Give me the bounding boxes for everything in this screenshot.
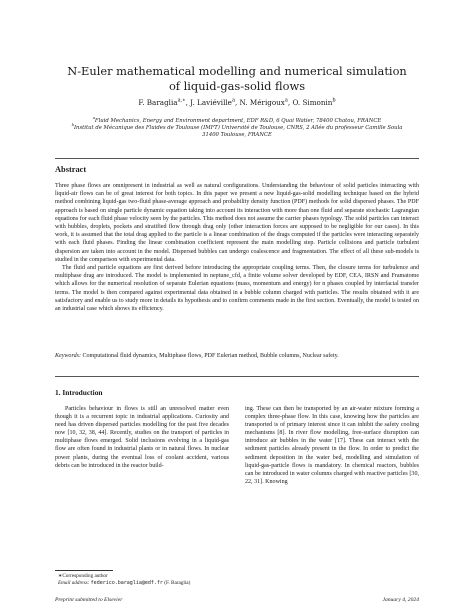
abstract-body <box>55 182 419 313</box>
keywords <box>55 352 419 360</box>
author-list <box>0 98 474 108</box>
author-3-mark: a <box>284 97 288 104</box>
author-2-mark: a <box>231 97 235 104</box>
intro-right-column: ing. These can then be transported by an air-water mixture forming a complex three-phase flow. In this case, knowing how the particles are transported is of primary interest since it can inhibit the safety cooling mechanisms [8]. In river flow modelling, free-surface disruption can introduce air bubbles in the water [17]. These can interact with the sediment particles already present in the flow. In order to predict the sediment deposition in the water bed, modelling and simulation of liquid-gas-particle flows is mandatory. In chemical reactors, bubbles can be introduced in water columns charged with reactive particles [30, 22, 31]. Knowing <box>245 406 419 485</box>
footnote-rule <box>55 570 113 571</box>
keywords-label: Keywords: <box>55 353 81 359</box>
footer-date: January 4, 2024 <box>382 597 419 603</box>
abstract-paragraph-1: Three phase flows are omnipresent in industrial as well as natural configurations. Understanding the behaviour of solid particles interacting with liquid-air flows can be of great interest for both topics. In this paper we present a new liquid-gas-solid modelling technique based on the hybrid method combining liquid-gas two-fluid phase-average approach and probability density function (PDF) methods for solid dispersed phases. The PDF approach is based on single particle dynamic equation taking into account its interaction with more than one fluid and separate stochastic Lagrangian equations for each fluid phase velocity seen by the particles. This method does not assume the carrier phases typology. The solid particles can interact with bubbles, droplets, pockets and stratified flow through drag only (other interaction forces are supposed to be negligible for our cases). In this work, it is assumed that the total drag applied to the particle is a linear combination of the drags computed if the particles were interacting separately with each fluid phases. Finding the linear combination coefficient represent the main modelling step. Particle collisions and particle turbulent dispersion are taken into account in the model. Dispersed bubbles can undergo coalescence and fragmentation. The effect of all these sub-models is studied in the comparison with experimental data. <box>55 183 419 263</box>
abstract-bottom-rule <box>55 376 419 377</box>
email-owner: (F. Baraglia) <box>164 580 191 586</box>
abstract-heading: Abstract <box>55 165 87 174</box>
footnotes <box>58 573 308 587</box>
intro-left-column: Particles behaviour in flows is still an unresolved matter even though it is a recurrent topic in industrial applications. Curiosity and need has driven dispersed particles modelling for the past five decades now [10, 32, 38, 44]. Recently, studies on the transport of particles in multiphase flows emerged. Solid inclusions evolving in a liquid-gas flow are often found in industrial plants or in natural flows. In nuclear power plants, during the eventual loss of coolant accident, various debris can be introduced in the reactor build- <box>55 406 229 469</box>
abstract-top-rule <box>55 158 419 159</box>
email-label: Email address: <box>58 580 90 586</box>
author-1-mark: a,∗ <box>177 97 186 104</box>
email-address[interactable]: federico.baraglia@edf.fr <box>90 580 163 586</box>
affiliation-b: $^b$Institut de Mécanique des Fluides de Toulouse (IMFT) Université de Toulouse, CNRS, 2 Allée du professeur Camille Soula <box>71 123 403 132</box>
keywords-text: Computational fluid dynamics, Multiphase flows, PDF Eulerian method, Bubble columns, Nuclear safety. <box>82 353 339 359</box>
author-3: , N. Mérigoux <box>234 98 285 107</box>
affiliation-a: $^a$Fluid Mechanics, Energy and Environment department, EDF R&D, 6 Quai Watier, 78400 Chatou, FRANCE <box>92 116 382 124</box>
section-heading-introduction: 1. Introduction <box>55 388 103 397</box>
footer-preprint: Preprint submitted to Elsevier <box>55 597 123 603</box>
corresponding-author-note: ∗Corresponding author <box>58 573 108 579</box>
author-1: F. Baraglia <box>138 98 178 107</box>
paper-title: N-Euler mathematical modelling and numerical simulation of liquid-gas-solid flows <box>67 64 407 93</box>
abstract-paragraph-2: The fluid and particle equations are first derived before introducing the appropriate coupling terms. Then, the closure terms for turbulence and multiphase drag are introduced. The model is implemented in neptune_cfd, a finite volume solver developed by EDF, CEA, IRSN and Framatome which allows for the numerical resolution of separate Eulerian equations (mass, momentum and energy) for n phases coupled by interfacial transfer terms. The model is then compared against experimental data obtained in a bubble column charged with particles. The results obtained with it are satisfactory and enable us to study more in details its hypothesis and to confirm comments made in the first section. Eventually, the model is tested on an industrial case which shows its efficiency. <box>55 265 419 313</box>
author-4: , O. Simonin <box>287 98 333 107</box>
author-4-mark: b <box>332 97 336 104</box>
email-note <box>58 580 308 587</box>
affiliations <box>52 118 422 140</box>
affiliation-b-cont: 31400 Toulouse, FRANCE <box>202 132 272 139</box>
author-2: , J. Laviéville <box>185 98 232 107</box>
